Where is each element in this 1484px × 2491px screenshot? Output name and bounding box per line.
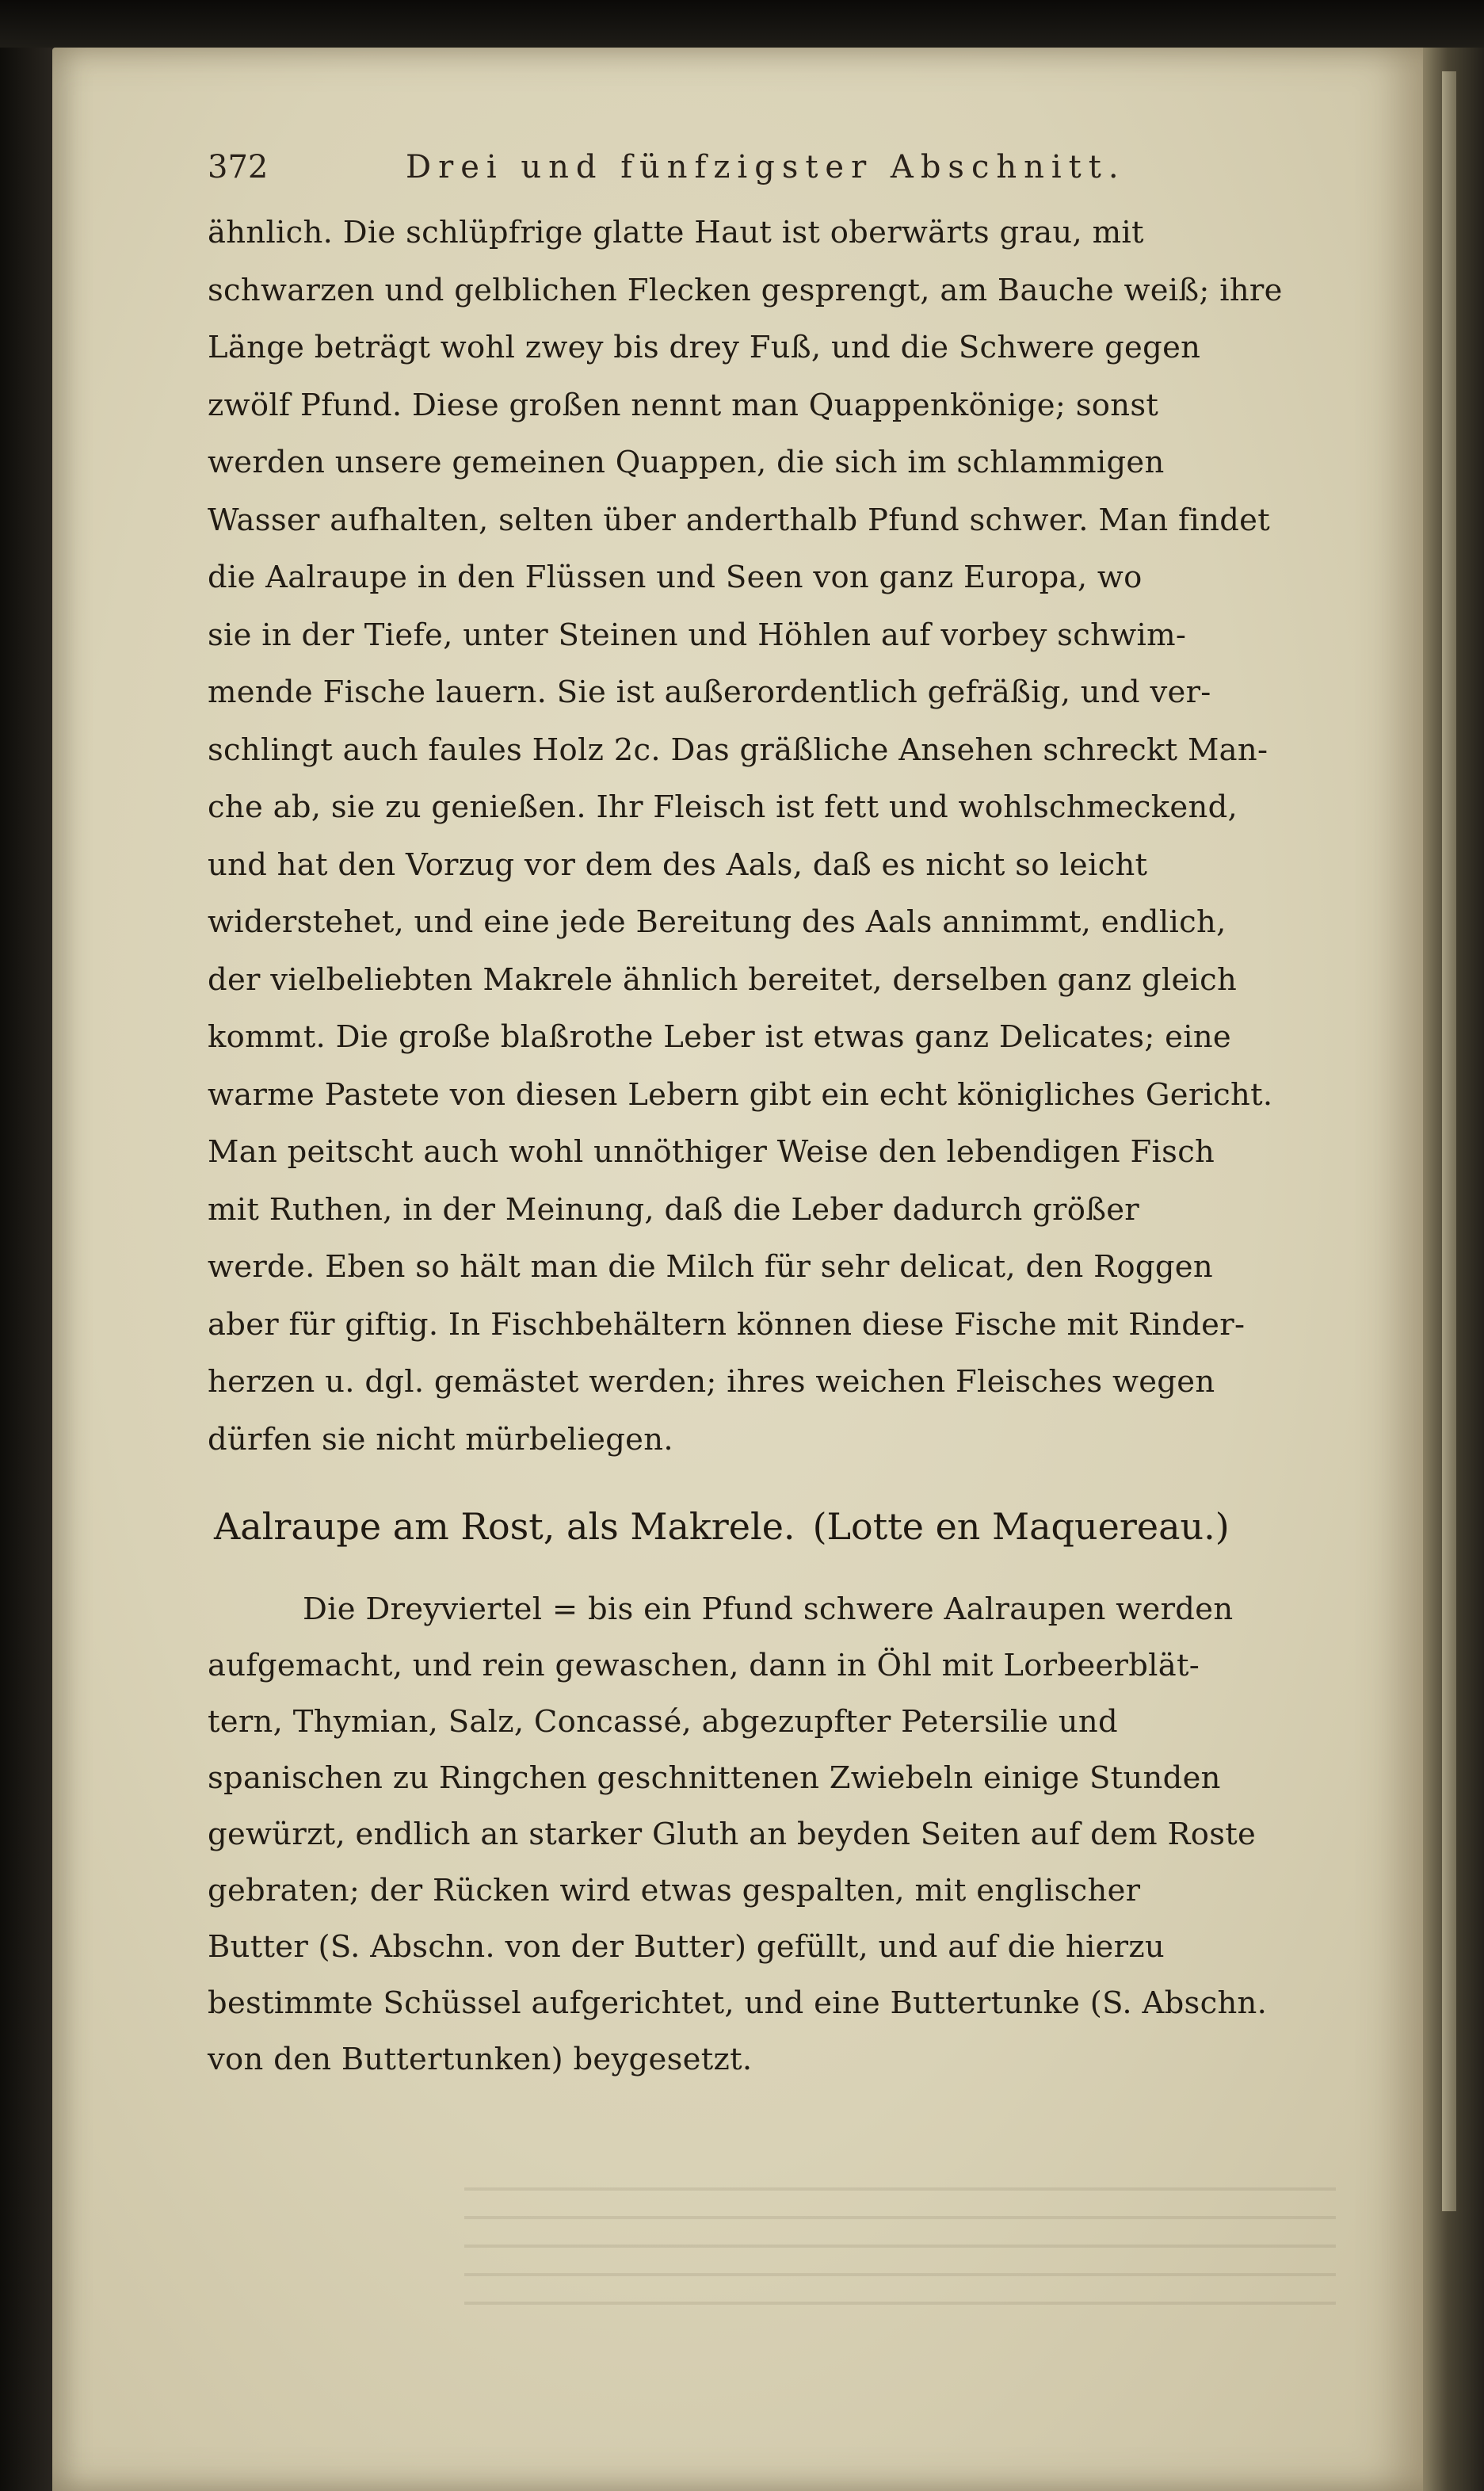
text-line: dürfen sie nicht mürbeliegen.: [208, 1421, 673, 1458]
paragraph-description: [208, 204, 1349, 1469]
text-line: werden unsere gemeinen Quappen, die sich im schlammigen: [208, 445, 1165, 480]
show-through-text: [464, 2187, 1336, 2330]
recipe-title-french: (Lotte en Maquereau.): [812, 1505, 1230, 1548]
text-line: tern, Thymian, Salz, Concassé, abgezupfter Petersilie und: [208, 1704, 1118, 1740]
recipe-heading: [214, 1499, 1349, 1554]
text-line: che ab, sie zu genießen. Ihr Fleisch ist fett und wohlschmeckend,: [208, 789, 1238, 825]
text-line: Man peitscht auch wohl unnöthiger Weise den lebendigen Fisch: [208, 1134, 1215, 1170]
chapter-title: Drei und fünfzigster Abschnitt.: [406, 149, 1126, 185]
text-line: mit Ruthen, in der Meinung, daß die Leber dadurch größer: [208, 1191, 1140, 1228]
page-number: 372: [208, 149, 269, 185]
text-line: Die Dreyviertel = bis ein Pfund schwere Aalraupen werden: [303, 1591, 1234, 1627]
text-line: Wasser aufhalten, selten über anderthalb Pfund schwer. Man findet: [208, 502, 1271, 538]
text-line: herzen u. dgl. gemästet werden; ihres weichen Fleisches wegen: [208, 1364, 1215, 1400]
text-line: sie in der Tiefe, unter Steinen und Höhlen auf vorbey schwim-: [208, 617, 1187, 653]
page-edge-strip: [1442, 71, 1456, 2211]
text-line: von den Buttertunken) beygesetzt.: [208, 2042, 753, 2077]
scan-background-top: [0, 0, 1484, 48]
text-line: und hat den Vorzug vor dem des Aals, daß es nicht so leicht: [208, 846, 1148, 883]
text-line: ähnlich. Die schlüpfrige glatte Haut ist oberwärts grau, mit: [208, 215, 1144, 250]
recipe-paragraph: [208, 1581, 1349, 2088]
text-line: widerstehet, und eine jede Bereitung des Aals annimmt, endlich,: [208, 904, 1226, 940]
text-line: werde. Eben so hält man die Milch für sehr delicat, den Roggen: [208, 1249, 1213, 1285]
scan-background-left: [0, 0, 55, 2491]
text-line: gewürzt, endlich an starker Gluth an beyden Seiten auf dem Roste: [208, 1817, 1257, 1852]
text-line: warme Pastete von diesen Lebern gibt ein echt königliches Gericht.: [208, 1076, 1273, 1113]
text-line: bestimmte Schüssel aufgerichtet, und eine Buttertunke (S. Abschn.: [208, 1985, 1268, 2021]
text-line: spanischen zu Ringchen geschnittenen Zwiebeln einige Stunden: [208, 1760, 1221, 1796]
page-text: [208, 149, 1349, 2088]
text-line: gebraten; der Rücken wird etwas gespalten, mit englischer: [208, 1873, 1141, 1908]
text-line: schlingt auch faules Holz 2c. Das gräßliche Ansehen schreckt Man-: [208, 732, 1268, 768]
text-line: schwarzen und gelblichen Flecken gesprengt, am Bauche weiß; ihre: [208, 272, 1283, 308]
text-line: zwölf Pfund. Diese großen nennt man Quappenkönige; sonst: [208, 387, 1159, 423]
text-line: mende Fische lauern. Sie ist außerordentlich gefräßig, und ver-: [208, 674, 1211, 710]
running-head: [208, 149, 1349, 204]
text-line: der vielbeliebten Makrele ähnlich bereitet, derselben ganz gleich: [208, 961, 1238, 998]
text-line: Butter (S. Abschn. von der Butter) gefüllt, und auf die hierzu: [208, 1929, 1165, 1965]
text-line: aufgemacht, und rein gewaschen, dann in Öhl mit Lorbeerblät-: [208, 1648, 1200, 1683]
recipe-title: Aalraupe am Rost, als Makrele.: [214, 1505, 795, 1548]
text-line: aber für giftig. In Fischbehältern können diese Fische mit Rinder-: [208, 1306, 1246, 1343]
text-line: die Aalraupe in den Flüssen und Seen von ganz Europa, wo: [208, 560, 1143, 595]
text-line: kommt. Die große blaßrothe Leber ist etwas ganz Delicates; eine: [208, 1019, 1232, 1055]
text-line: Länge beträgt wohl zwey bis drey Fuß, und die Schwere gegen: [208, 330, 1201, 365]
